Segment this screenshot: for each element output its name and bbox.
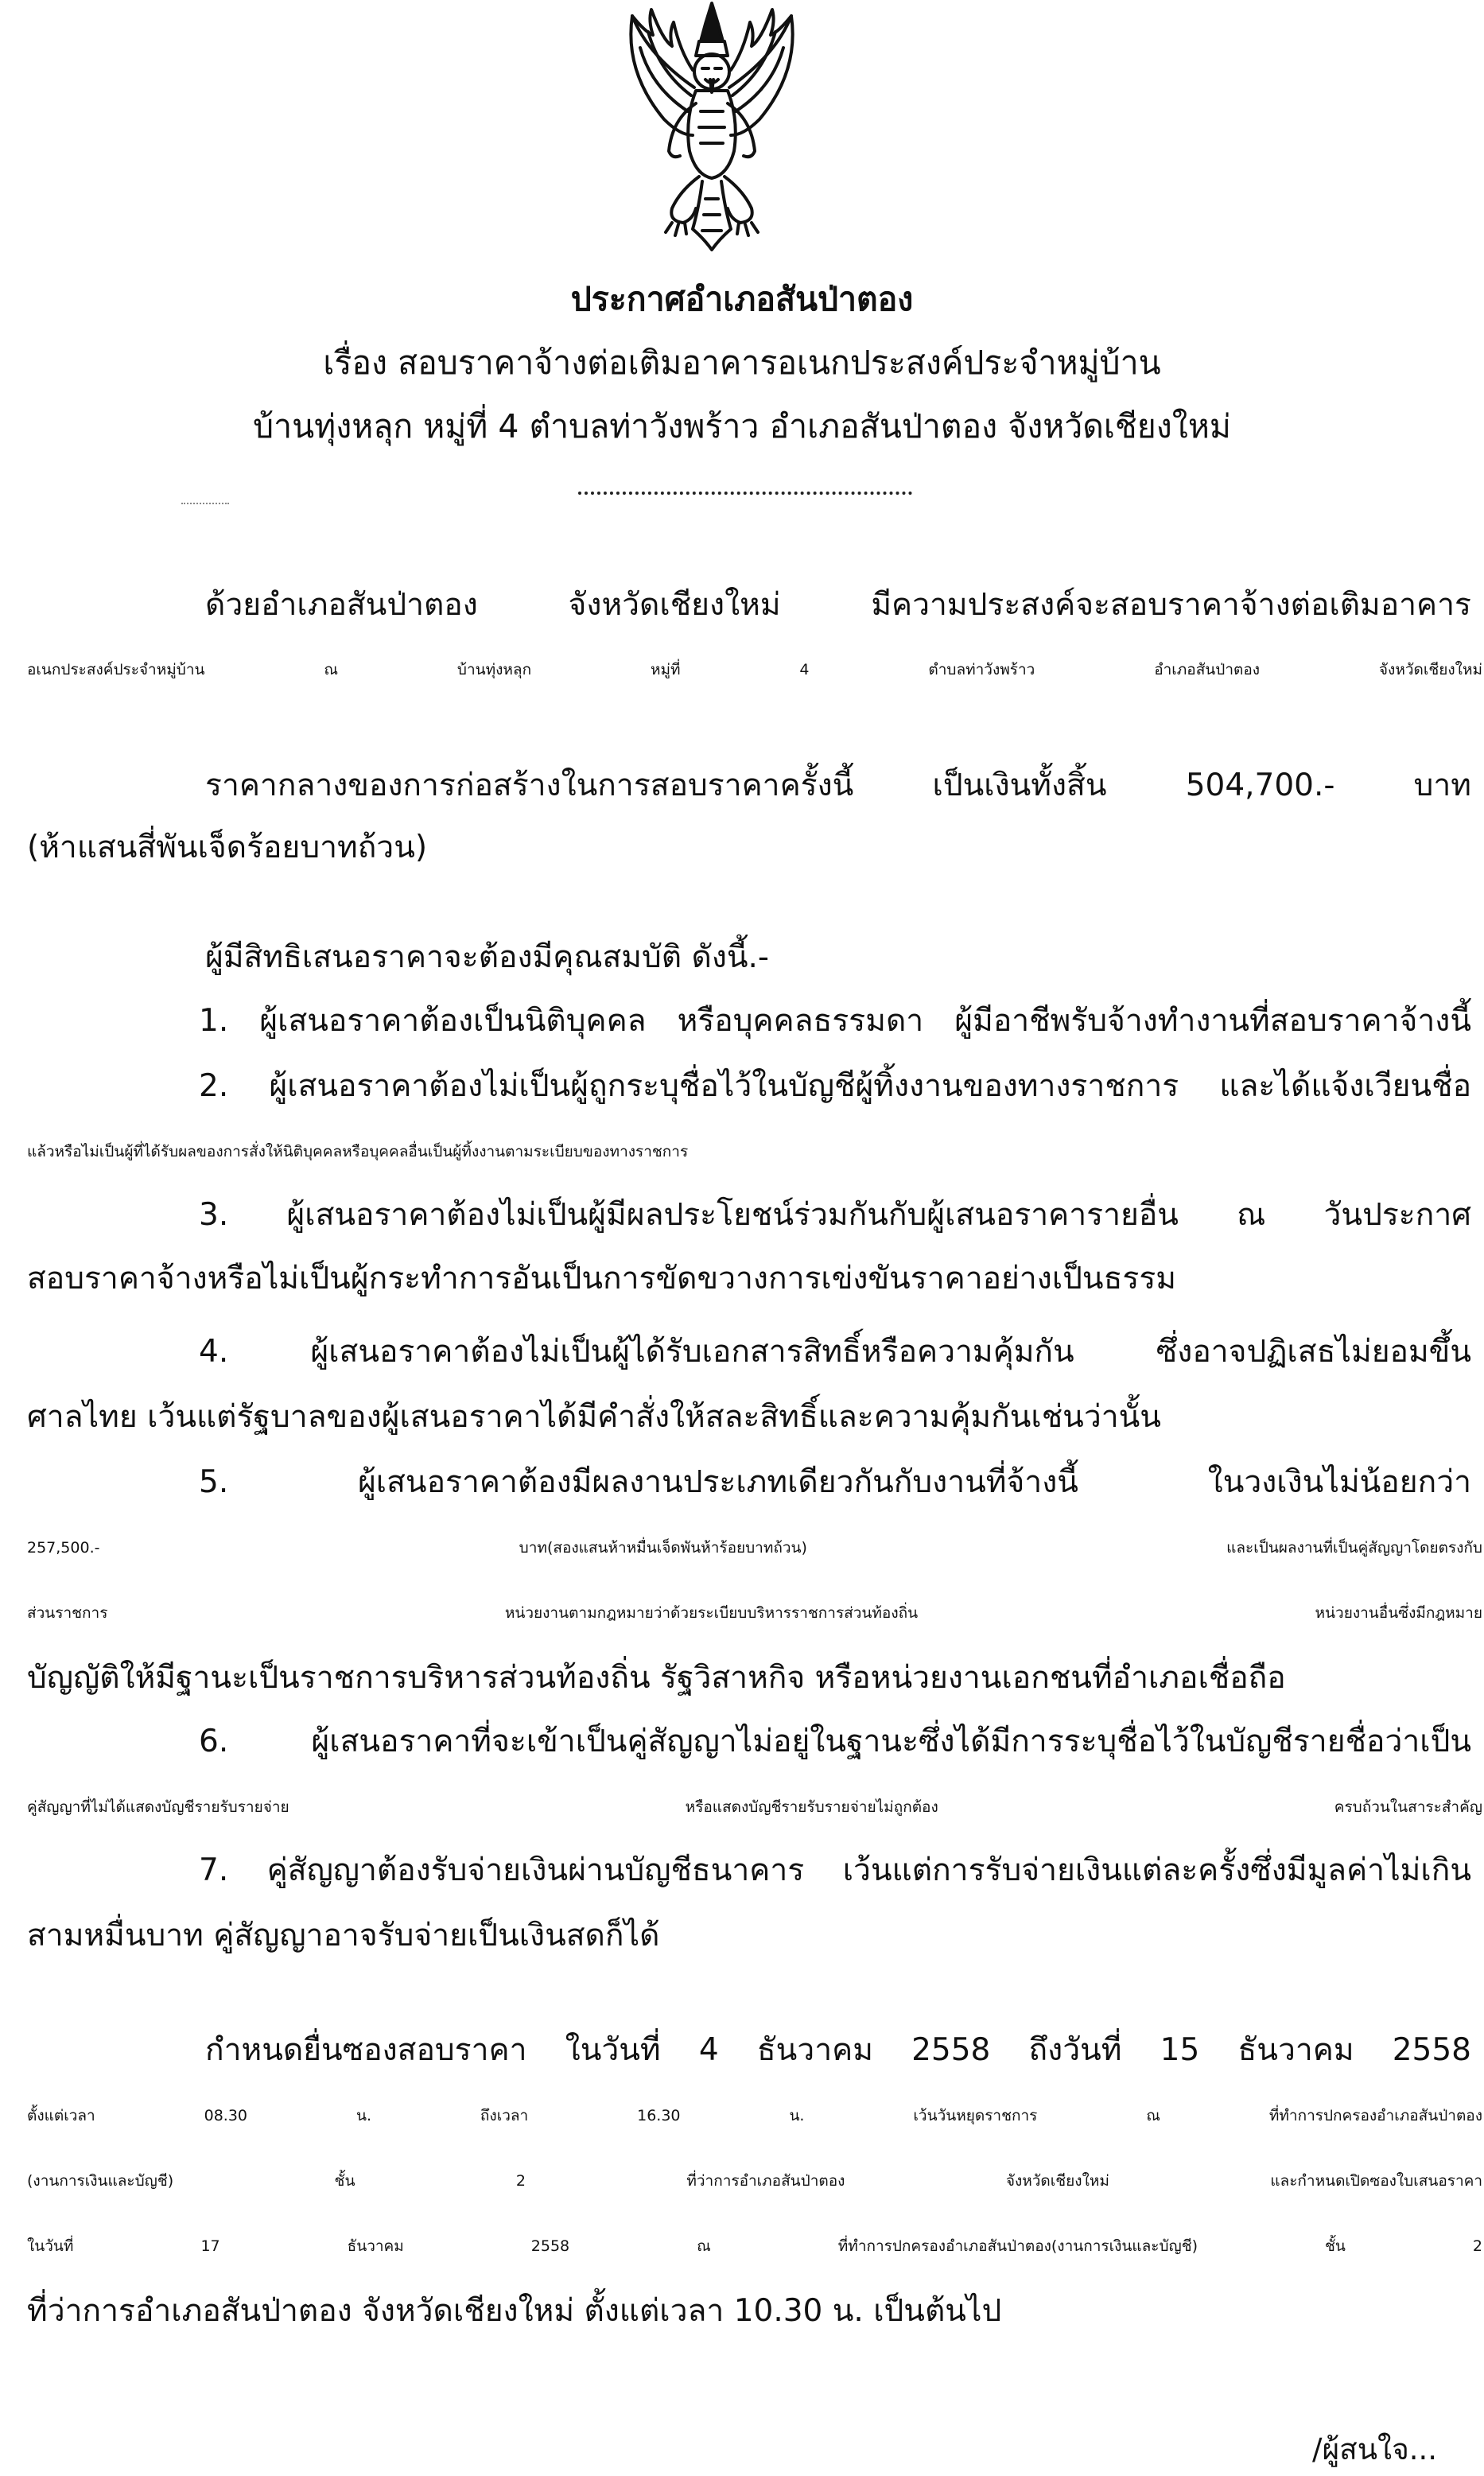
- location-line: บ้านทุ่งหลุก หมู่ที่ 4 ตำบลท่าวังพร้าว อำเภอสันป่าตอง จังหวัดเชียงใหม่: [253, 407, 1231, 445]
- continuation-marker: /ผู้สนใจ...: [1312, 2432, 1438, 2466]
- qualification-1: 1. ผู้เสนอราคาต้องเป็นนิติบุคคล หรือบุคคลธรรมดา ผู้มีอาชีพรับจ้างทำงานที่สอบราคาจ้างนี้: [199, 1003, 1471, 1039]
- qualification-5-line-3: ส่วนราชการ หน่วยงานตามกฎหมายว่าด้วยระเบียบบริหารราชการส่วนท้องถิ่น หน่วยงานอื่นซึ่งมีกฎหมาย: [27, 1604, 1482, 1622]
- qualification-4-line-2: ศาลไทย เว้นแต่รัฐบาลของผู้เสนอราคาได้มีคำสั่งให้สละสิทธิ์และความคุ้มกันเช่นว่านั้น: [27, 1399, 1161, 1435]
- schedule-line-1: กำหนดยื่นซองสอบราคา ในวันที่ 4 ธันวาคม 2558 ถึงวันที่ 15 ธันวาคม 2558: [205, 2032, 1471, 2068]
- qualification-7-line-2: สามหมื่นบาท คู่สัญญาอาจรับจ่ายเป็นเงินสดก็ได้: [27, 1918, 660, 1953]
- qualification-6-line-1: 6. ผู้เสนอราคาที่จะเข้าเป็นคู่สัญญาไม่อยู่ในฐานะซึ่งได้มีการระบุชื่อไว้ในบัญชีรายชื่อว่าเป็น: [199, 1724, 1471, 1759]
- garuda-emblem-icon: [616, 0, 807, 253]
- qualification-5-line-2: 257,500.- บาท(สองแสนห้าหมื่นเจ็ดพันห้าร้อยบาทถ้วน) และเป็นผลงานที่เป็นคู่สัญญาโดยตรงกับ: [27, 1539, 1482, 1557]
- schedule-line-5: ที่ว่าการอำเภอสันป่าตอง จังหวัดเชียงใหม่ ตั้งแต่เวลา 10.30 น. เป็นต้นไป: [27, 2293, 1002, 2329]
- schedule-line-3: (งานการเงินและบัญชี) ชั้น 2 ที่ว่าการอำเภอสันป่าตอง จังหวัดเชียงใหม่ และกำหนดเปิดซองใบเสนอราคา: [27, 2172, 1482, 2190]
- intro-line-1: ด้วยอำเภอสันป่าตอง จังหวัดเชียงใหม่ มีความประสงค์จะสอบราคาจ้างต่อเติมอาคาร: [205, 587, 1471, 623]
- price-line-1: ราคากลางของการก่อสร้างในการสอบราคาครั้งนี้ เป็นเงินทั้งสิ้น 504,700.- บาท: [205, 768, 1471, 803]
- qualification-5-line-1: 5. ผู้เสนอราคาต้องมีผลงานประเภทเดียวกันกับงานที่จ้างนี้ ในวงเงินไม่น้อยกว่า: [199, 1464, 1471, 1500]
- subject-line: เรื่อง สอบราคาจ้างต่อเติมอาคารอเนกประสงค์ประจำหมู่บ้าน: [323, 344, 1161, 382]
- schedule-line-2: ตั้งแต่เวลา 08.30 น. ถึงเวลา 16.30 น. เว้นวันหยุดราชการ ณ ที่ทำการปกครองอำเภอสันป่าตอง: [27, 2107, 1482, 2124]
- qualification-3-line-1: 3. ผู้เสนอราคาต้องไม่เป็นผู้มีผลประโยชน์ร่วมกันกับผู้เสนอราคารายอื่น ณ วันประกาศ: [199, 1197, 1471, 1233]
- qualification-6-line-2: คู่สัญญาที่ไม่ได้แสดงบัญชีรายรับรายจ่าย หรือแสดงบัญชีรายรับรายจ่ายไม่ถูกต้อง ครบถ้วนในสาระสำคัญ: [27, 1798, 1482, 1816]
- schedule-line-4: ในวันที่ 17 ธันวาคม 2558 ณ ที่ทำการปกครองอำเภอสันป่าตอง(งานการเงินและบัญชี) ชั้น 2: [27, 2237, 1482, 2255]
- dotted-divider: [578, 492, 912, 495]
- qualification-3-line-2: สอบราคาจ้างหรือไม่เป็นผู้กระทำการอันเป็นการขัดขวางการเข่งขันราคาอย่างเป็นธรรม: [27, 1261, 1176, 1296]
- qualification-5-line-4: บัญญัติให้มีฐานะเป็นราชการบริหารส่วนท้องถิ่น รัฐวิสาหกิจ หรือหน่วยงานเอกชนที่อำเภอเชื่อถือ: [27, 1660, 1286, 1696]
- page-title: ประกาศอำเภอสันป่าตอง: [570, 280, 914, 318]
- qualification-2-line-2: แล้วหรือไม่เป็นผู้ที่ได้รับผลของการสั่งให้นิติบุคคลหรือบุคคลอื่นเป็นผู้ทิ้งงานตามระเบียบของทางราชการ: [27, 1143, 689, 1160]
- qualifications-intro: ผู้มีสิทธิเสนอราคาจะต้องมีคุณสมบัติ ดังนี้.-: [205, 939, 769, 975]
- qualification-7-line-1: 7. คู่สัญญาต้องรับจ่ายเงินผ่านบัญชีธนาคาร เว้นแต่การรับจ่ายเงินแต่ละครั้งซึ่งมีมูลค่าไม่เกิน: [199, 1852, 1471, 1888]
- intro-line-2: อเนกประสงค์ประจำหมู่บ้าน ณ บ้านทุ่งหลุก หมู่ที่ 4 ตำบลท่าวังพร้าว อำเภอสันป่าตอง จังหวัดเชียงใหม่: [27, 661, 1482, 678]
- price-line-2: (ห้าแสนสี่พันเจ็ดร้อยบาทถ้วน): [27, 830, 428, 865]
- qualification-2-line-1: 2. ผู้เสนอราคาต้องไม่เป็นผู้ถูกระบุชื่อไว้ในบัญชีผู้ทิ้งงานของทางราชการ และได้แจ้งเวียนชื่อ: [199, 1068, 1471, 1104]
- scan-mark: [181, 503, 229, 504]
- qualification-4-line-1: 4. ผู้เสนอราคาต้องไม่เป็นผู้ได้รับเอกสารสิทธิ์หรือความคุ้มกัน ซึ่งอาจปฏิเสธไม่ยอมขึ้น: [199, 1334, 1471, 1370]
